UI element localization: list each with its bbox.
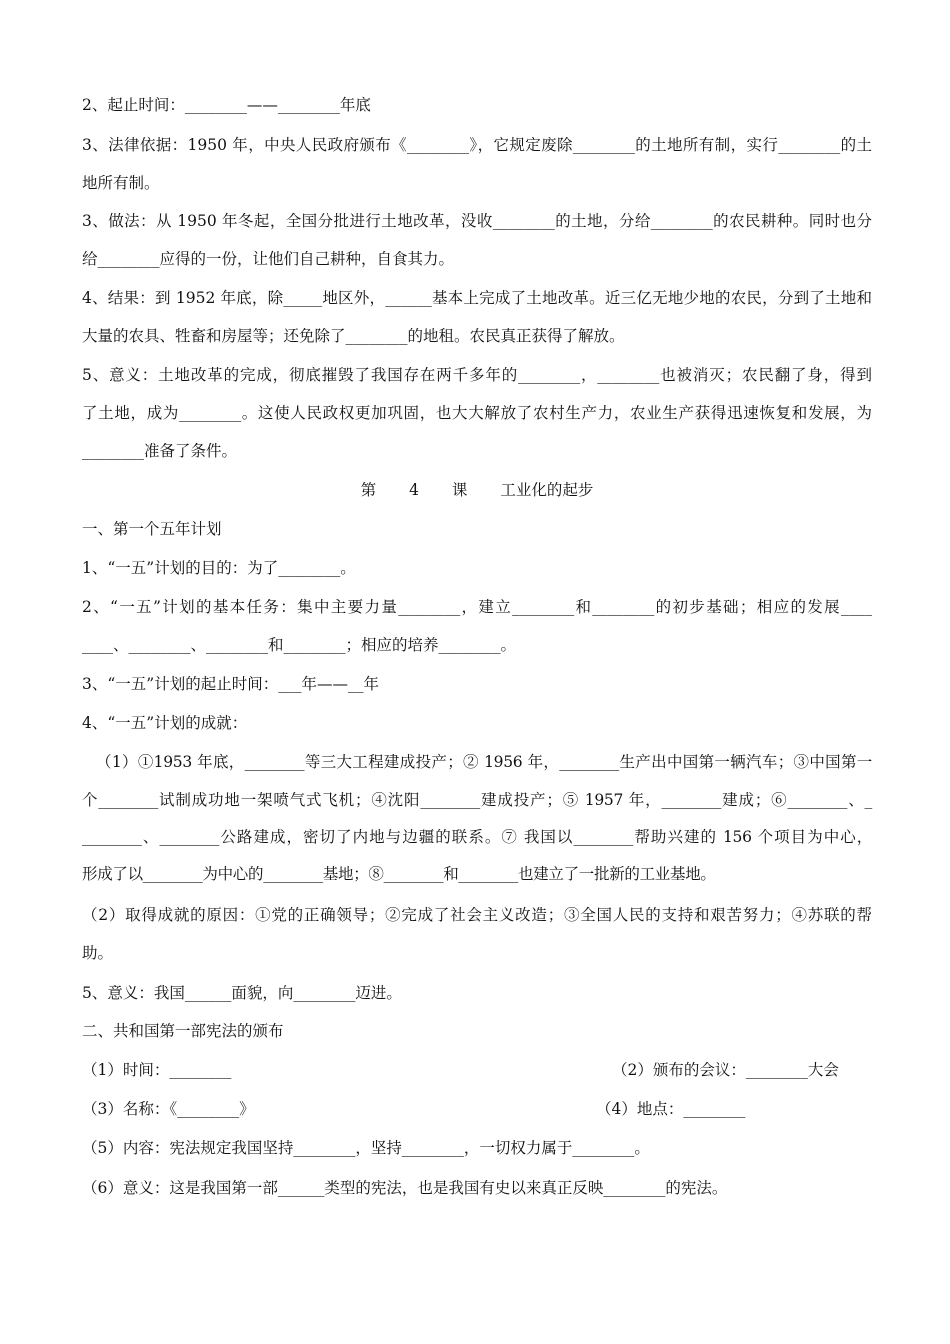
five-year-plan-tasks-line2: ____、________、________和________；相应的培养________。 [82,636,517,654]
constitution-meeting: （2）颁布的会议：________大会 [612,1061,839,1079]
five-year-plan-achievements-heading: 4、“一五”计划的成就： [82,714,248,732]
constitution-time: （1）时间：________ [82,1061,232,1079]
achievements-line1: （1）①1953 年底，________等三大工程建成投产；② 1956 年，________生产出中国第一辆汽车；③中国第一 [96,753,872,771]
five-year-plan-significance: 5、意义：我国______面貌，向________迈进。 [82,984,402,1002]
land-reform-law-line2: 地所有制。 [82,174,160,192]
land-reform-law-line1: 3、法律依据：1950 年，中央人民政府颁布《________》，它规定废除________的土地所有制，实行________的土 [82,136,872,154]
land-reform-time: 2、起止时间：________——________年底 [82,96,371,114]
achievements-line4: 形成了以________为中心的________基地；⑧________和________也建立了一批新的工业基地。 [82,865,716,883]
achievements-reasons-line1: （2）取得成就的原因：①党的正确领导；②完成了社会主义改造；③全国人民的支持和艰苦努力；④苏联的帮 [82,906,872,924]
land-reform-method-line1: 3、做法：从 1950 年冬起，全国分批进行土地改革，没收________的土地，分给________的农民耕种。同时也分 [82,212,872,230]
section1-heading: 一、第一个五年计划 [82,520,222,538]
achievements-line2: 个________试制成功地一架喷气式飞机；④沈阳________建成投产；⑤ 1957 年，________建成；⑥________、_ [82,791,872,809]
land-reform-result-line1: 4、结果：到 1952 年底，除_____地区外，______基本上完成了土地改革。近三亿无地少地的农民，分到了土地和 [82,289,872,307]
land-reform-significance-line2: 了土地，成为________。这使人民政权更加巩固，也大大解放了农村生产力，农业生产获得迅速恢复和发展，为 [82,404,872,422]
five-year-plan-period: 3、“一五”计划的起止时间：___年——__年 [82,675,379,693]
section2-heading: 二、共和国第一部宪法的颁布 [82,1022,284,1040]
constitution-place: （4）地点：________ [596,1100,746,1118]
achievements-line3: ________、________公路建成，密切了内地与边疆的联系。⑦ 我国以________帮助兴建的 156 个项目为中心， [82,828,872,846]
five-year-plan-tasks-line1: 2、“一五”计划的基本任务：集中主要力量________，建立________和________的初步基础；相应的发展____ [82,598,872,616]
land-reform-significance-line1: 5、意义：土地改革的完成，彻底摧毁了我国存在两千多年的________，________也被消灭；农民翻了身，得到 [82,366,872,384]
achievements-reasons-line2: 助。 [82,944,114,962]
land-reform-significance-line3: ________准备了条件。 [82,442,238,460]
land-reform-result-line2: 大量的农具、牲畜和房屋等；还免除了________的地租。农民真正获得了解放。 [82,327,625,345]
five-year-plan-goal: 1、“一五”计划的目的：为了________。 [82,559,356,577]
constitution-content: （5）内容：宪法规定我国坚持________，坚持________，一切权力属于________。 [82,1139,650,1157]
constitution-name: （3）名称：《________》 [82,1100,255,1118]
constitution-significance: （6）意义：这是我国第一部______类型的宪法，也是我国有史以来真正反映________的宪法。 [82,1179,728,1197]
lesson-title: 第 4 课 工业化的起步 [360,481,594,499]
land-reform-method-line2: 给________应得的一份，让他们自己耕种，自食其力。 [82,250,455,268]
